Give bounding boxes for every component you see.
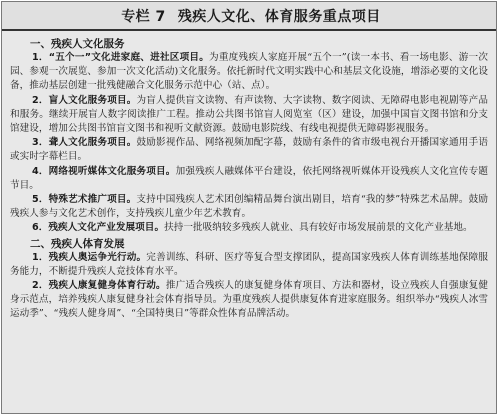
- box-title: [117, 6, 381, 26]
- list-item: 6．残疾人文化产业发展项目。扶持一批吸纳较多残疾人就业、具有较好市场发展前景的文化产业基地。: [32, 222, 473, 234]
- box-label: 专栏 7: [121, 8, 166, 25]
- list-item: 3．聋人文化服务项目。鼓励影视作品、网络视频加配字幕，鼓励有条件的省市级电视台开播国家通用手语或实时字幕栏目。: [10, 137, 488, 163]
- box-heading: 残疾人文化、体育服务重点项目: [177, 8, 381, 25]
- feature-box: [1, 1, 497, 414]
- list-item: 1．残疾人奥运争光行动。完善训练、科研、医疗等复合型支撑团队，提高国家残疾人体育训练基地保障服务能力，不断提升残疾人竞技体育水平。: [10, 251, 489, 277]
- list-item: 1．“五个一”文化进家庭、进社区项目。为重度残疾人家庭开展“五个一”(读一本书、看一场电影、游一次园、参观一次展览、参加一次文化活动)文化服务。依托新时代文明实践中心和基层文化设施，增添必要的文化设备，推动基层创建一批残健融合文化服务示范中心（站、点）。: [10, 52, 488, 92]
- list-item: 4．网络视听媒体文化服务项目。加强残疾人融媒体平台建设，依托网络视听媒体开设残疾人文化宣传专题节目。: [10, 165, 488, 191]
- box-content: [2, 31, 496, 322]
- list-item: 2．残疾人康复健身体育行动。推广适合残疾人的康复健身体育项目、方法和器材，设立残疾人自强康复健身示范点，培养残疾人康复健身社会体育指导员。为重度残疾人提供康复体育进家庭服务。组织举办“残疾人冰雪运动季”、“残疾人健身周”、“全国特奥日”等群众性体育品牌活动。: [10, 280, 489, 320]
- section-heading: 二、残疾人体育发展: [30, 237, 125, 250]
- list-item: 5．特殊艺术推广项目。支持中国残疾人艺术团创编精品舞台演出剧目，培育“我的梦”特殊艺术品牌。鼓励残疾人参与文化艺术创作，支持残疾儿童少年艺术教育。: [10, 194, 488, 220]
- title-bar: [2, 2, 496, 31]
- list-item: 2．盲人文化服务项目。为盲人提供盲文读物、有声读物、大字读物、数字阅读、无障碍电影电视剧等产品和服务。继续开展盲人数字阅读推广工程。推动公共图书馆盲人阅览室（区）建设，加强中国盲文图书馆和分支馆建设，增加公共图书馆盲文图书和视听文献资源。鼓励电影院线、有线电视提供无障碍影视服务。: [10, 94, 488, 135]
- section-heading: 一、残疾人文化服务: [30, 38, 125, 50]
